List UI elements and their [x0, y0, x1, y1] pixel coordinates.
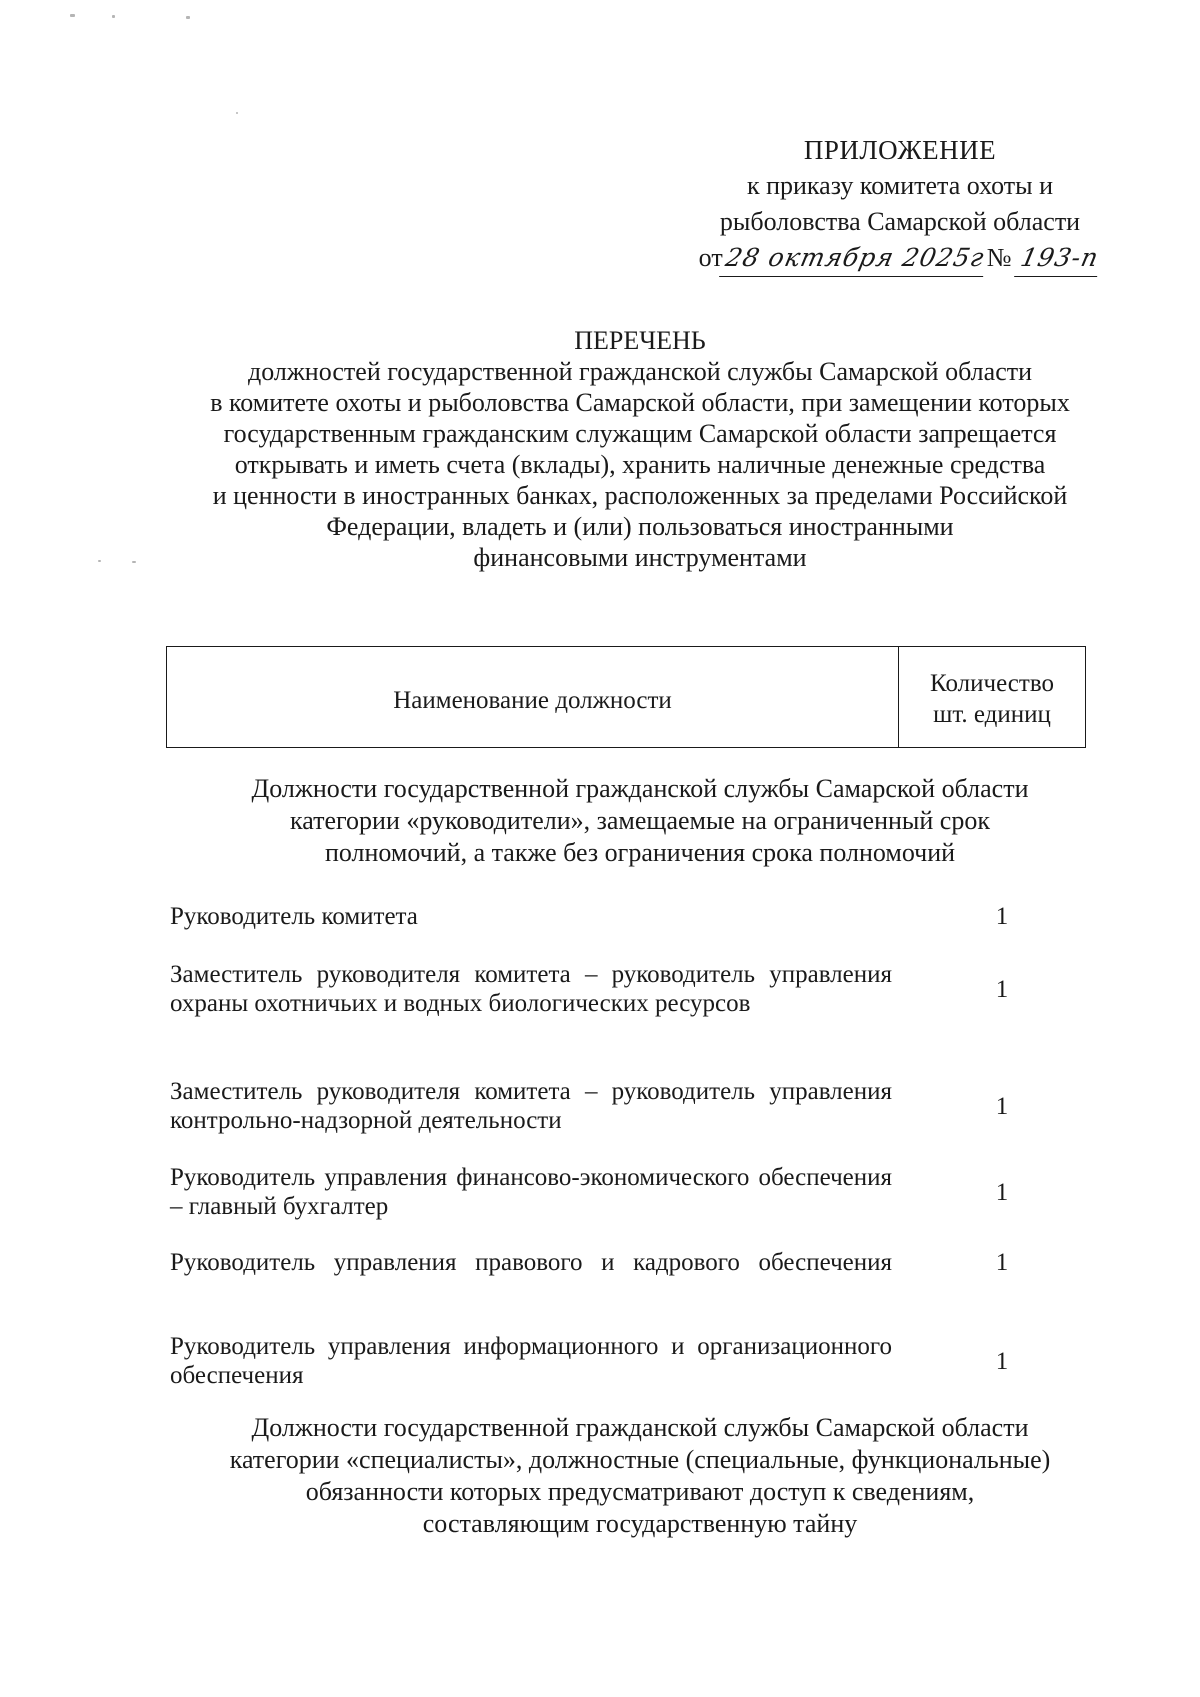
section-line: категории «специалисты», должностные (специальные, функциональные) — [229, 1445, 1051, 1474]
title-line: открывать и иметь счета (вклады), хранить наличные денежные средства — [234, 450, 1046, 479]
position-quantity: 1 — [995, 1092, 1009, 1120]
section-heading-specialists — [160, 1412, 1120, 1540]
position-name: Заместитель руководителя комитета – руководитель управления охраны охотничьих и водных биологических ресурсов — [170, 961, 892, 1017]
title-line: в комитете охоты и рыболовства Самарской области, при замещении которых — [210, 388, 1070, 417]
title-line: государственным гражданским служащим Самарской области запрещается — [223, 419, 1057, 448]
section-line: полномочий, а также без ограничения срока полномочий — [324, 838, 956, 867]
scan-speck — [70, 14, 75, 17]
list-title-block — [160, 325, 1120, 573]
scan-speck — [98, 560, 101, 562]
appendix-line: рыболовства Самарской области — [719, 207, 1081, 236]
appendix-block — [680, 132, 1120, 277]
position-name: Руководитель управления финансово-экономического обеспечения – главный бухгалтер — [170, 1164, 892, 1220]
table-row — [170, 960, 1070, 1018]
scan-speck — [112, 15, 115, 18]
table-row — [170, 902, 1070, 931]
position-quantity: 1 — [995, 975, 1009, 1003]
scan-speck — [132, 561, 136, 563]
section-line: обязанности которых предусматривают доступ к сведениям, — [305, 1477, 975, 1506]
list-title: ПЕРЕЧЕНЬ — [574, 326, 706, 355]
section-line: составляющим государственную тайну — [422, 1509, 858, 1538]
appendix-line: к приказу комитета охоты и — [746, 171, 1054, 200]
position-name: Заместитель руководителя комитета – руководитель управления контрольно-надзорной деятельности — [170, 1078, 892, 1134]
number-prefix: № — [986, 243, 1012, 272]
section-line: Должности государственной гражданской службы Самарской области — [251, 774, 1029, 803]
scan-speck — [186, 16, 190, 19]
position-name: Руководитель управления правового и кадрового обеспечения — [170, 1249, 892, 1276]
scan-speck — [236, 112, 238, 114]
quantity-header-line: шт. единиц — [933, 701, 1051, 728]
position-quantity: 1 — [995, 1249, 1009, 1276]
handwritten-number: 193-п — [1014, 240, 1105, 277]
order-date-number — [699, 240, 1102, 277]
title-line: должностей государственной гражданской службы Самарской области — [247, 357, 1033, 386]
quantity-header — [899, 647, 1085, 747]
position-quantity: 1 — [995, 903, 1009, 930]
table-row — [170, 1077, 1070, 1135]
title-line: Федерации, владеть и (или) пользоваться иностранными — [326, 512, 954, 541]
table-row — [170, 1332, 1070, 1390]
section-line: категории «руководители», замещаемые на ограниченный срок — [290, 806, 990, 835]
date-prefix: от — [698, 243, 723, 272]
table-header — [166, 646, 1086, 748]
title-line: финансовыми инструментами — [473, 543, 807, 572]
position-quantity: 1 — [995, 1347, 1009, 1375]
position-name: Руководитель комитета — [170, 903, 418, 930]
handwritten-date: 28 октября 2025г — [719, 240, 991, 277]
position-name-header: Наименование должности — [167, 647, 899, 747]
title-line: и ценности в иностранных банках, расположенных за пределами Российской — [212, 481, 1068, 510]
quantity-header-line: Количество — [930, 670, 1054, 697]
section-heading-managers — [160, 773, 1120, 869]
table-row — [170, 1248, 1070, 1277]
appendix-heading: ПРИЛОЖЕНИЕ — [803, 135, 997, 165]
section-line: Должности государственной гражданской службы Самарской области — [251, 1413, 1029, 1442]
table-row — [170, 1163, 1070, 1221]
position-name: Руководитель управления информационного и организационного обеспечения — [170, 1333, 892, 1389]
position-quantity: 1 — [995, 1178, 1009, 1206]
